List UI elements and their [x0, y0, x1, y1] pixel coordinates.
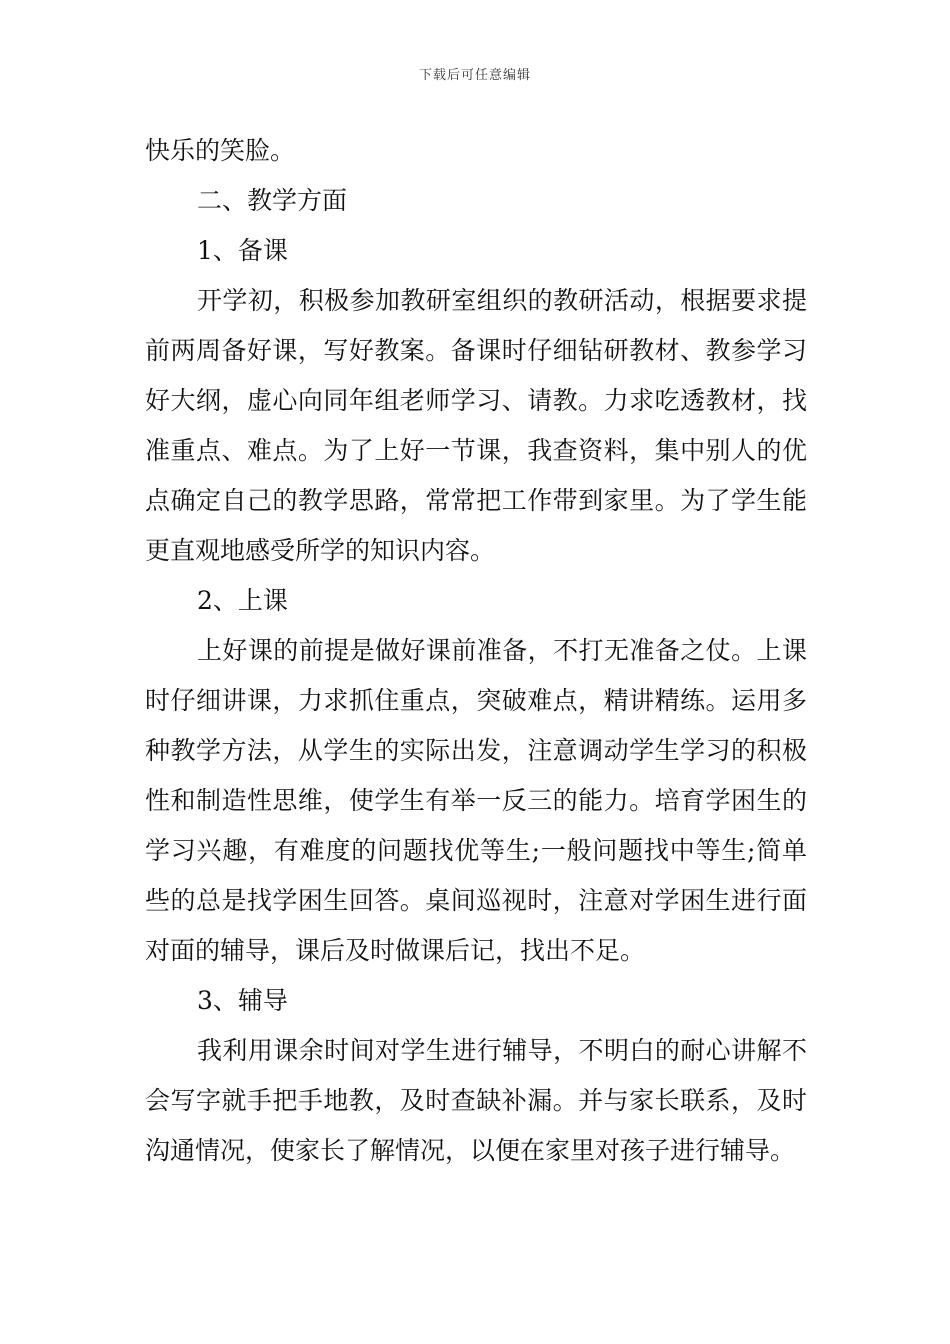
paragraph-tutoring: 我利用课余时间对学生进行辅导，不明白的耐心讲解不会写字就手把手地教，及时查缺补漏。并与家长联系，及时沟通情况，使家长了解情况，以便在家里对孩子进行辅导。 [145, 1036, 807, 1165]
subheading-lesson-prep: 1、备课 [197, 236, 288, 265]
subheading-tutoring: 3、辅导 [197, 986, 288, 1015]
paragraph-continuation: 快乐的笑脸。 [145, 136, 296, 165]
document-body [145, 126, 807, 1176]
subheading-class: 2、上课 [197, 586, 288, 615]
page-header: 下载后可任意编辑 [418, 68, 531, 83]
paragraph-lesson-prep: 开学初，积极参加教研室组织的教研活动，根据要求提前两周备好课，写好教案。备课时仔细钻研教材、教参学习好大纲，虚心向同年组老师学习、请教。力求吃透教材，找准重点、难点。为了上好一节课，我查资料，集中别人的优点确定自己的教学思路，常常把工作带到家里。为了学生能更直观地感受所学的知识内容。 [145, 286, 807, 565]
paragraph-class: 上好课的前提是做好课前准备，不打无准备之仗。上课时仔细讲课，力求抓住重点，突破难点，精讲精练。运用多种教学方法，从学生的实际出发，注意调动学生学习的积极性和制造性思维，使学生有举一反三的能力。培育学困生的学习兴趣，有难度的问题找优等生;一般问题找中等生;简单些的总是找学困生回答。桌间巡视时，注意对学困生进行面对面的辅导，课后及时做课后记，找出不足。 [145, 636, 807, 965]
section-heading-teaching: 二、教学方面 [197, 186, 348, 215]
